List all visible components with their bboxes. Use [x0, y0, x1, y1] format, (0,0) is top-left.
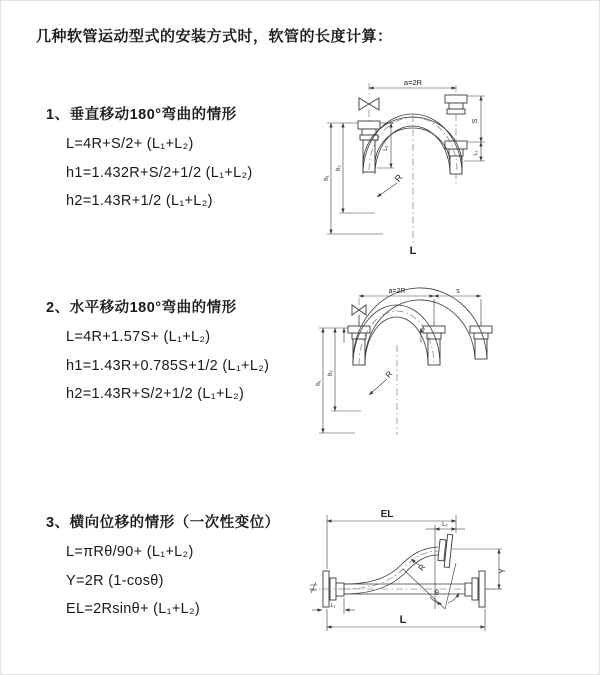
page-title: 几种软管运动型式的安装方式时，软管的长度计算： — [36, 28, 393, 45]
dim-label-el: EL — [380, 509, 394, 520]
section-1-heading — [46, 103, 321, 124]
formula-line: h1=1.43R+0.785S+1/2 (L₁+L₂) — [66, 357, 270, 374]
section-2-title: 水平移动180°弯曲的情形 — [69, 300, 237, 316]
formula-line: EL=2Rsinθ+ (L₁+L₂) — [66, 601, 201, 617]
formula-line: h2=1.43R+S/2+1/2 (L₁+L₂) — [66, 386, 245, 402]
radius-label: R — [383, 369, 395, 380]
formula-line: L=πRθ/90+ (L₁+L₂) — [66, 544, 194, 560]
section-lateral-displacement — [46, 511, 321, 624]
valve-icon — [352, 305, 366, 315]
section-3-heading — [46, 511, 321, 532]
formula-line: L=4R+S/2+ (L₁+L₂) — [66, 136, 194, 152]
dim-label-l2: L₂ — [442, 522, 448, 528]
diagram-horizontal-180-bend — [311, 283, 593, 459]
section-1-number: 1、 — [46, 107, 70, 123]
section-2-heading — [46, 296, 321, 317]
formula-line: h2=1.43R+1/2 (L₁+L₂) — [66, 193, 213, 209]
formula-line: Y=2R (1-cosθ) — [66, 572, 164, 589]
right-pipe-fitting — [470, 321, 492, 359]
section-horizontal-180 — [46, 296, 321, 409]
upper-flange-fitting — [437, 533, 452, 567]
dim-label-h1: h₁ — [324, 175, 330, 181]
radius-leader — [369, 379, 387, 395]
dim-label-l2: L₂ — [473, 150, 479, 156]
section-vertical-180 — [46, 103, 321, 216]
radius-label: R — [416, 562, 428, 573]
valve-icon — [359, 98, 379, 110]
dim-label-h1: h₁ — [316, 380, 322, 386]
section-3-title: 横向位移的情形（一次性变位） — [69, 515, 280, 531]
weld-symbol — [310, 582, 317, 593]
dim-label-a2r: a=2R — [403, 78, 423, 87]
dim-label-y: Y — [498, 568, 507, 574]
angle-arc — [448, 593, 459, 603]
middle-pipe-fitting — [423, 321, 445, 365]
right-flange-fitting — [465, 571, 485, 607]
length-label: L — [399, 614, 407, 626]
formula-line: h1=1.432R+S/2+1/2 (L₁+L₂) — [66, 164, 253, 181]
dim-label-h2: h₂ — [336, 165, 342, 171]
length-label: L — [409, 245, 417, 257]
left-pipe-fitting — [348, 321, 370, 365]
radius-leader — [377, 183, 397, 197]
section-2-number: 2、 — [46, 300, 70, 316]
hose-u-bends — [353, 288, 487, 435]
section-1-title: 垂直移动180°弯曲的情形 — [69, 107, 237, 123]
dim-label-a2r: a=2R — [388, 288, 406, 295]
dim-label-s: S — [472, 118, 479, 124]
diagram-lateral-displacement — [299, 503, 593, 661]
radius-label: R — [392, 172, 405, 184]
dim-label-l1: L₁ — [330, 603, 336, 609]
dim-label-s: s — [456, 288, 460, 295]
dim-label-l1: L₁ — [383, 145, 389, 151]
diagram-vertical-180-bend — [313, 73, 589, 259]
section-3-number: 3、 — [46, 515, 70, 531]
formula-line: L=4R+1.57S+ (L₁+L₂) — [66, 329, 211, 345]
dim-label-h2: h₂ — [328, 370, 334, 376]
angle-label: θ — [435, 590, 439, 597]
